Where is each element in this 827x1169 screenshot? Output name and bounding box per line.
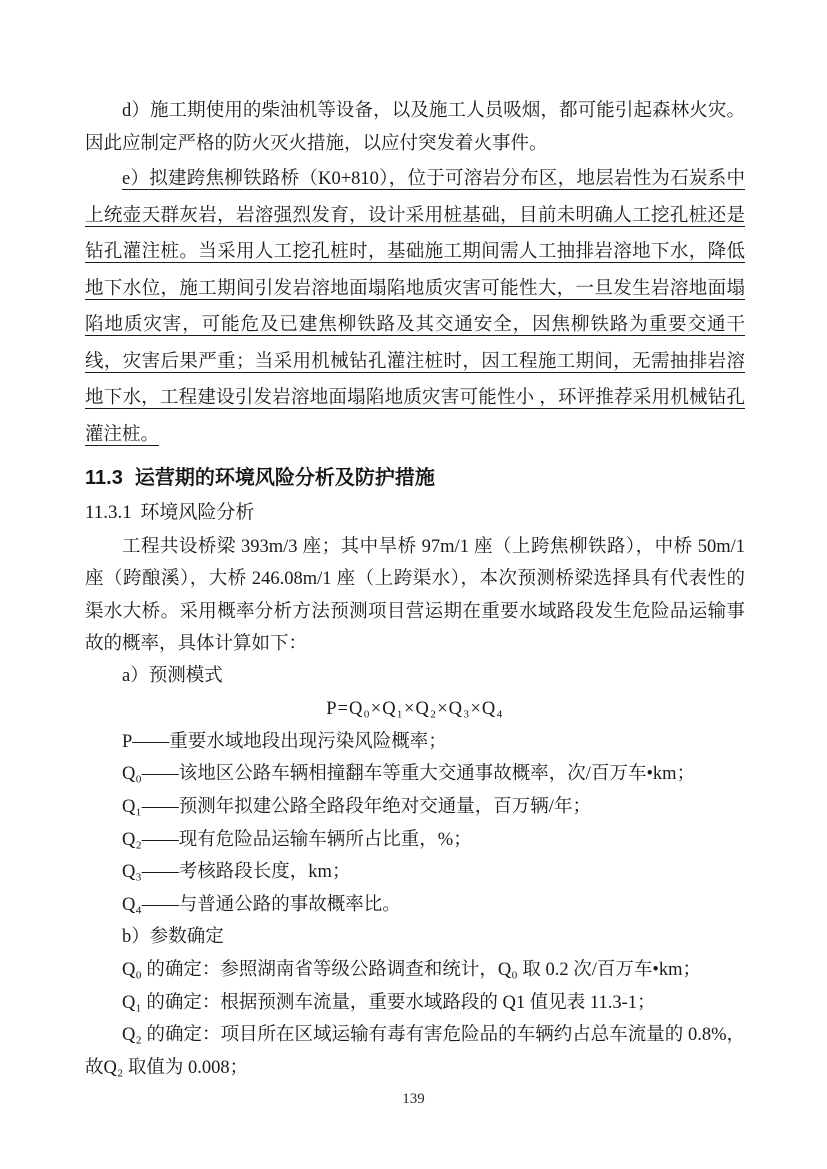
definition-q3: Q₃——考核路段长度，km；: [122, 862, 351, 883]
section-heading: [85, 463, 745, 493]
paragraph-e-underlined: e）拟建跨焦柳铁路桥（K0+810），位于可溶岩分布区，地层岩性为石炭系中上统壶天群灰岩，岩溶强烈发育，设计采用桩基础，目前未明确人工挖孔桩还是钻孔灌注桩。当采用人工挖孔桩时，基础施工期间需人工抽排岩溶地下水，降低地下水位，施工期间引发岩溶地面塌陷地质灾害可能性大，一旦发生岩溶地面塌陷地质灾害，可能危及已建焦柳铁路及其交通安全，因焦柳铁路为重要交通干线，灾害后果严重；当采用机械钻孔灌注桩时，因工程施工期间，无需抽排岩溶地下水，工程建设引发岩溶地面塌陷地质灾害可能性小 ，环评推荐采用机械钻孔灌注桩。: [85, 169, 745, 445]
param-determination-q2: Q₂ 的确定：项目所在区域运输有毒有害危险品的车辆约占总车流量的 0.8%，故Q₂ 取值为 0.008；: [85, 1025, 745, 1078]
param-determination-q1: Q₁ 的确定：根据预测车流量，重要水域路段的 Q1 值见表 11.3-1；: [122, 992, 656, 1013]
param-determination-q0: Q₀ 的确定：参照湖南省等级公路调查和统计，Q₀ 取 0.2 次/百万车•km；: [122, 959, 702, 980]
list-item-b: b）参数确定: [122, 927, 224, 948]
formula: P=Q₀×Q₁×Q₂×Q₃×Q₄: [326, 698, 504, 719]
subsection-number: 11.3.1: [85, 502, 132, 523]
page-number: 139: [402, 1091, 425, 1107]
paragraph-bridges: 工程共设桥梁 393m/3 座；其中旱桥 97m/1 座（上跨焦柳铁路），中桥 50m/1 座（跨酿溪），大桥 246.08m/1 座（上跨渠水），本次预测桥梁选择具有代表性的渠水大桥。采用概率分析方法预测项目营运期在重要水域路段发生危险品运输事故的概率，具体计算如下：: [85, 537, 745, 654]
definition-q1: Q₁——预测年拟建公路全路段年绝对交通量，百万辆/年；: [122, 796, 591, 817]
definition-q4: Q₄——与普通公路的事故概率比。: [122, 894, 401, 915]
subsection-heading: [85, 498, 745, 528]
paragraph-d: d）施工期使用的柴油机等设备，以及施工人员吸烟，都可能引起森林火灾。因此应制定严格的防火灭火措施，以应付突发着火事件。: [85, 101, 745, 154]
definition-p: P——重要水域地段出现污染风险概率；: [122, 731, 447, 752]
subsection-title: 环境风险分析: [140, 502, 255, 523]
definition-q0: Q₀——该地区公路车辆相撞翻车等重大交通事故概率，次/百万车•km；: [122, 764, 696, 785]
section-title: 运营期的环境风险分析及防护措施: [134, 467, 435, 489]
definition-q2: Q₂——现有危险品运输车辆所占比重，%；: [122, 829, 472, 850]
section-number: 11.3: [85, 467, 123, 489]
list-item-a: a）预测模式: [122, 666, 223, 687]
